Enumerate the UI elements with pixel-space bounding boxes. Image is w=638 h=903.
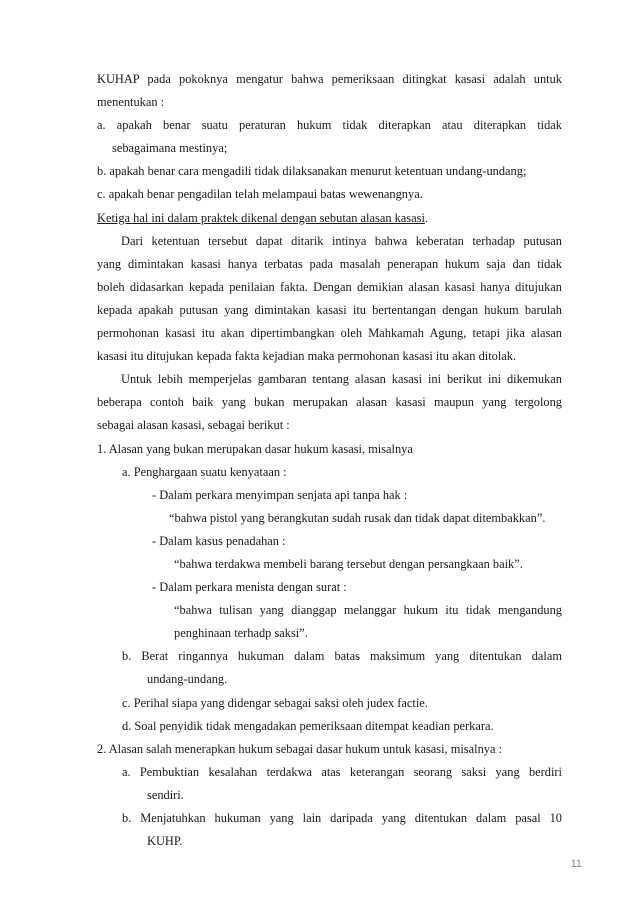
list1-item-a-dash-2: - Dalam kasus penadahan : — [152, 533, 286, 548]
list2-item-a-line-1: a. Pembuktian kesalahan terdakwa atas keterangan seorang saksi yang berdiri — [122, 764, 562, 779]
criteria-item-c: c. apakah benar pengadilan telah melampaui batas wewenangnya. — [97, 187, 423, 202]
ketiga-underlined-text: Ketiga hal ini dalam praktek dikenal dengan sebutan alasan kasasi — [97, 210, 425, 225]
list1-item-a-quote-2: “bahwa terdakwa membeli barang tersebut dengan persangkaan baik”. — [174, 556, 523, 571]
list1-item-a-quote-3-line-2: penghinaan terhadp saksi”. — [174, 626, 308, 641]
para2-line-1: Dari ketentuan tersebut dapat ditarik intinya bahwa keberatan terhadap putusan — [121, 233, 562, 248]
list1-item-a-dash-1: - Dalam perkara menyimpan senjata api tanpa hak : — [152, 487, 408, 502]
list2-title: 2. Alasan salah menerapkan hukum sebagai dasar hukum untuk kasasi, misalnya : — [97, 741, 503, 756]
list2-item-b-line-2: KUHP. — [147, 834, 183, 849]
para3-line-3: sebagai alasan kasasi, sebagai berikut : — [97, 418, 290, 433]
page-number: 11 — [570, 858, 582, 870]
criteria-item-a-continued: sebagaimana mestinya; — [112, 141, 228, 156]
list2-item-b-line-1: b. Menjatuhkan hukuman yang lain daripada yang ditentukan dalam pasal 10 — [122, 811, 562, 825]
criteria-item-a: a. apakah benar suatu peraturan hukum tidak diterapkan atau diterapkan tidak — [97, 118, 562, 133]
para2-line-3: boleh didasarkan kepada penilaian fakta. Dengan demikian alasan kasasi hanya ditujukan — [97, 279, 562, 294]
list1-item-a: a. Penghargaan suatu kenyataan : — [122, 464, 287, 479]
para3-line-2: beberapa contoh baik yang bukan merupakan alasan kasasi maupun yang tergolong — [97, 395, 562, 410]
list1-item-b-line-2: undang-undang. — [147, 672, 228, 687]
list1-item-b-line-1: b. Berat ringannya hukuman dalam batas maksimum yang ditentukan dalam — [122, 649, 562, 664]
para2-line-5: permohonan kasasi itu akan dipertimbangkan oleh Mahkamah Agung, tetapi jika alasan — [97, 326, 562, 341]
intro-line-2: menentukan : — [97, 95, 165, 110]
para2-line-4: kepada apakah putusan yang dimintakan kasasi itu bertentangan dengan hukum barulah — [97, 302, 562, 317]
intro-line-1: KUHAP pada pokoknya mengatur bahwa pemeriksaan ditingkat kasasi adalah untuk — [97, 72, 562, 86]
page-content — [97, 68, 562, 853]
list2-item-a-line-2: sendiri. — [147, 787, 184, 802]
list1-item-d: d. Soal penyidik tidak mengadakan pemeriksaan ditempat keadian perkara. — [122, 718, 494, 733]
list1-item-a-dash-3: - Dalam perkara menista dengan surat : — [152, 580, 347, 595]
list1-item-a-quote-1: “bahwa pistol yang berangkutan sudah rusak dan tidak dapat ditembakkan”. — [169, 510, 546, 525]
para2-line-2: yang dimintakan kasasi hanya terbatas pada masalah penerapan hukum saja dan tidak — [97, 256, 562, 271]
list1-item-c: c. Perihal siapa yang didengar sebagai saksi oleh judex factie. — [122, 695, 428, 710]
ketiga-period: . — [424, 210, 429, 225]
list1-title: 1. Alasan yang bukan merupakan dasar hukum kasasi, misalnya — [97, 441, 413, 456]
para3-line-1: Untuk lebih memperjelas gambaran tentang alasan kasasi ini berikut ini dikemukan — [121, 372, 562, 387]
ketiga-sentence — [97, 207, 562, 230]
para2-line-6: kasasi itu ditujukan kepada fakta kejadian maka permohonan kasasi itu akan ditolak. — [97, 349, 517, 364]
criteria-item-b: b. apakah benar cara mengadili tidak dilaksanakan menurut ketentuan undang-undang; — [97, 164, 527, 179]
list1-item-a-quote-3-line-1: “bahwa tulisan yang dianggap melanggar hukum itu tidak mengandung — [174, 603, 562, 618]
